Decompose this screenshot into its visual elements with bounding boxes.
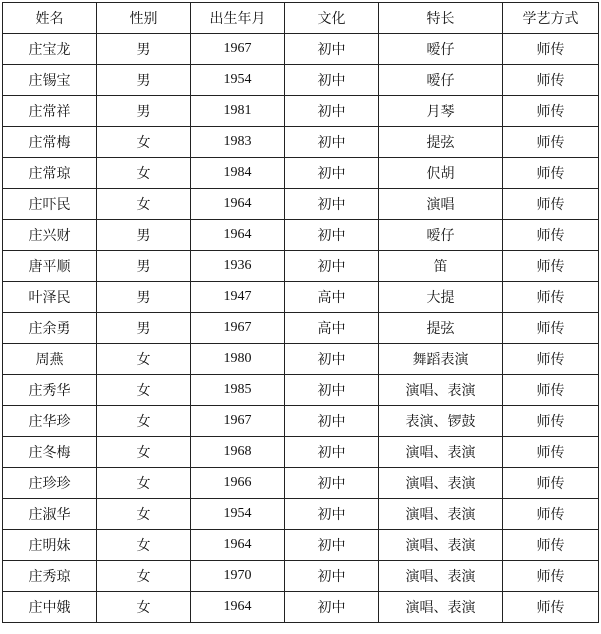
cell-name: 庄华珍 — [3, 406, 97, 437]
cell-specialty: 演唱、表演 — [379, 592, 503, 623]
cell-birth-year: 1967 — [191, 406, 285, 437]
cell-specialty: 演唱 — [379, 189, 503, 220]
table-row — [3, 282, 599, 313]
table-row — [3, 34, 599, 65]
table-row — [3, 375, 599, 406]
table-row — [3, 96, 599, 127]
header-specialty: 特长 — [379, 3, 503, 34]
cell-name: 庄珍珍 — [3, 468, 97, 499]
cell-name: 庄秀华 — [3, 375, 97, 406]
cell-name: 周燕 — [3, 344, 97, 375]
header-gender: 性别 — [97, 3, 191, 34]
cell-name: 叶泽民 — [3, 282, 97, 313]
table-body — [3, 34, 599, 623]
table-row — [3, 251, 599, 282]
cell-education: 初中 — [285, 189, 379, 220]
cell-gender: 女 — [97, 468, 191, 499]
cell-gender: 男 — [97, 65, 191, 96]
cell-name: 唐平顺 — [3, 251, 97, 282]
cell-name: 庄吓民 — [3, 189, 97, 220]
cell-name: 庄冬梅 — [3, 437, 97, 468]
cell-learning-method: 师传 — [503, 65, 599, 96]
cell-specialty: 提弦 — [379, 313, 503, 344]
cell-gender: 女 — [97, 158, 191, 189]
cell-birth-year: 1964 — [191, 189, 285, 220]
cell-name: 庄常梅 — [3, 127, 97, 158]
header-education: 文化 — [285, 3, 379, 34]
cell-gender: 男 — [97, 96, 191, 127]
cell-birth-year: 1964 — [191, 592, 285, 623]
cell-gender: 女 — [97, 127, 191, 158]
cell-specialty: 大提 — [379, 282, 503, 313]
cell-education: 初中 — [285, 344, 379, 375]
cell-learning-method: 师传 — [503, 313, 599, 344]
table-row — [3, 592, 599, 623]
cell-gender: 男 — [97, 313, 191, 344]
cell-birth-year: 1954 — [191, 499, 285, 530]
cell-learning-method: 师传 — [503, 375, 599, 406]
cell-birth-year: 1968 — [191, 437, 285, 468]
table-row — [3, 406, 599, 437]
cell-specialty: 演唱、表演 — [379, 468, 503, 499]
cell-birth-year: 1967 — [191, 34, 285, 65]
cell-learning-method: 师传 — [503, 406, 599, 437]
cell-birth-year: 1967 — [191, 313, 285, 344]
cell-learning-method: 师传 — [503, 127, 599, 158]
cell-name: 庄余勇 — [3, 313, 97, 344]
cell-gender: 女 — [97, 437, 191, 468]
cell-specialty: 伬胡 — [379, 158, 503, 189]
cell-learning-method: 师传 — [503, 282, 599, 313]
cell-specialty: 嗳仔 — [379, 65, 503, 96]
cell-learning-method: 师传 — [503, 468, 599, 499]
table-row — [3, 189, 599, 220]
cell-birth-year: 1964 — [191, 530, 285, 561]
cell-specialty: 表演、锣鼓 — [379, 406, 503, 437]
cell-name: 庄兴财 — [3, 220, 97, 251]
header-name: 姓名 — [3, 3, 97, 34]
cell-name: 庄常祥 — [3, 96, 97, 127]
cell-specialty: 演唱、表演 — [379, 499, 503, 530]
table-row — [3, 220, 599, 251]
cell-birth-year: 1970 — [191, 561, 285, 592]
cell-gender: 女 — [97, 592, 191, 623]
header-learning-method: 学艺方式 — [503, 3, 599, 34]
cell-education: 初中 — [285, 437, 379, 468]
table-row — [3, 127, 599, 158]
cell-specialty: 演唱、表演 — [379, 437, 503, 468]
cell-specialty: 演唱、表演 — [379, 375, 503, 406]
cell-specialty: 月琴 — [379, 96, 503, 127]
cell-birth-year: 1980 — [191, 344, 285, 375]
cell-specialty: 演唱、表演 — [379, 530, 503, 561]
table-row — [3, 158, 599, 189]
cell-education: 初中 — [285, 251, 379, 282]
cell-gender: 女 — [97, 406, 191, 437]
cell-learning-method: 师传 — [503, 251, 599, 282]
cell-education: 初中 — [285, 220, 379, 251]
table-row — [3, 530, 599, 561]
cell-specialty: 笛 — [379, 251, 503, 282]
cell-gender: 女 — [97, 189, 191, 220]
cell-learning-method: 师传 — [503, 220, 599, 251]
table-row — [3, 437, 599, 468]
cell-birth-year: 1936 — [191, 251, 285, 282]
cell-birth-year: 1947 — [191, 282, 285, 313]
cell-learning-method: 师传 — [503, 437, 599, 468]
cell-specialty: 嗳仔 — [379, 34, 503, 65]
cell-education: 初中 — [285, 158, 379, 189]
cell-birth-year: 1984 — [191, 158, 285, 189]
cell-education: 初中 — [285, 65, 379, 96]
cell-gender: 女 — [97, 499, 191, 530]
cell-learning-method: 师传 — [503, 592, 599, 623]
cell-name: 庄明妹 — [3, 530, 97, 561]
cell-name: 庄中娥 — [3, 592, 97, 623]
cell-education: 初中 — [285, 375, 379, 406]
cell-name: 庄宝龙 — [3, 34, 97, 65]
cell-specialty: 嗳仔 — [379, 220, 503, 251]
cell-education: 初中 — [285, 34, 379, 65]
cell-gender: 男 — [97, 220, 191, 251]
cell-birth-year: 1966 — [191, 468, 285, 499]
cell-specialty: 舞蹈表演 — [379, 344, 503, 375]
cell-name: 庄淑华 — [3, 499, 97, 530]
cell-gender: 男 — [97, 251, 191, 282]
cell-education: 初中 — [285, 592, 379, 623]
cell-gender: 男 — [97, 34, 191, 65]
cell-learning-method: 师传 — [503, 561, 599, 592]
cell-education: 初中 — [285, 468, 379, 499]
cell-learning-method: 师传 — [503, 158, 599, 189]
cell-name: 庄常琼 — [3, 158, 97, 189]
cell-specialty: 演唱、表演 — [379, 561, 503, 592]
cell-education: 高中 — [285, 282, 379, 313]
cell-learning-method: 师传 — [503, 530, 599, 561]
header-row — [3, 3, 599, 34]
cell-learning-method: 师传 — [503, 499, 599, 530]
cell-learning-method: 师传 — [503, 34, 599, 65]
cell-birth-year: 1985 — [191, 375, 285, 406]
cell-learning-method: 师传 — [503, 189, 599, 220]
cell-specialty: 提弦 — [379, 127, 503, 158]
cell-education: 初中 — [285, 561, 379, 592]
cell-birth-year: 1983 — [191, 127, 285, 158]
cell-learning-method: 师传 — [503, 344, 599, 375]
cell-gender: 男 — [97, 282, 191, 313]
cell-gender: 女 — [97, 561, 191, 592]
table-row — [3, 499, 599, 530]
cell-education: 高中 — [285, 313, 379, 344]
table-row — [3, 65, 599, 96]
cell-gender: 女 — [97, 344, 191, 375]
cell-learning-method: 师传 — [503, 96, 599, 127]
cell-gender: 女 — [97, 375, 191, 406]
cell-education: 初中 — [285, 127, 379, 158]
cell-education: 初中 — [285, 96, 379, 127]
cell-name: 庄锡宝 — [3, 65, 97, 96]
cell-education: 初中 — [285, 530, 379, 561]
cell-birth-year: 1981 — [191, 96, 285, 127]
performer-table — [2, 2, 599, 623]
cell-education: 初中 — [285, 406, 379, 437]
table-row — [3, 468, 599, 499]
cell-birth-year: 1954 — [191, 65, 285, 96]
table-row — [3, 561, 599, 592]
cell-gender: 女 — [97, 530, 191, 561]
cell-education: 初中 — [285, 499, 379, 530]
cell-name: 庄秀琼 — [3, 561, 97, 592]
table-row — [3, 344, 599, 375]
table-row — [3, 313, 599, 344]
cell-birth-year: 1964 — [191, 220, 285, 251]
header-birth-year: 出生年月 — [191, 3, 285, 34]
